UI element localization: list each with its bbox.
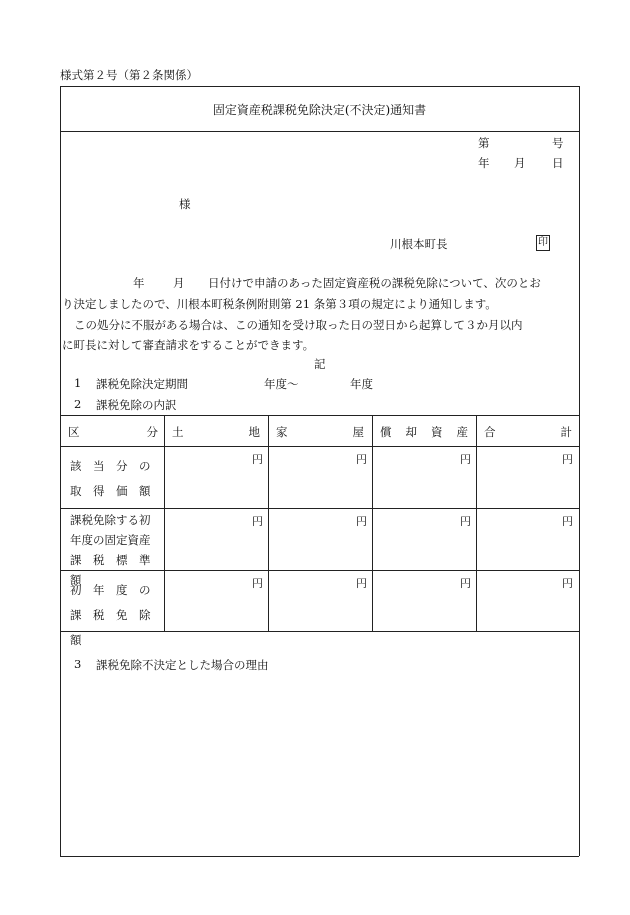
table-col-divider-3: [372, 415, 373, 631]
item2-number: 2: [74, 397, 82, 411]
row3-house-unit: 円: [356, 577, 367, 590]
frame-top-border: [60, 86, 579, 87]
row1-land-unit: 円: [252, 453, 263, 466]
body-p1-line1: 日付けで申請のあった固定資産税の課税免除について、次のとお: [208, 276, 541, 290]
row1-total-unit: 円: [562, 453, 573, 466]
body-p1-year: 年: [133, 276, 145, 290]
row3-land-unit: 円: [252, 577, 263, 590]
frame-left-border: [60, 86, 61, 856]
row1-house-unit: 円: [356, 453, 367, 466]
item1-to: 年度: [350, 377, 373, 391]
table-row1-divider: [60, 508, 579, 509]
table-col-divider-1: [164, 415, 165, 631]
document-title: 固定資産税課税免除決定(不決定)通知書: [212, 103, 427, 117]
body-p2-line1: この処分に不服がある場合は、この通知を受け取った日の翌日から起算して３か月以内: [74, 318, 523, 332]
row2-land-unit: 円: [252, 515, 263, 528]
frame-bottom-border: [60, 856, 579, 857]
number-suffix: 号: [552, 136, 564, 150]
table-col-divider-2: [268, 415, 269, 631]
seal-mark: 印: [536, 235, 550, 251]
title-divider: [60, 131, 579, 132]
form-label: 様式第２号（第２条関係）: [60, 68, 198, 82]
row3-assets-unit: 円: [460, 577, 471, 590]
row3-total-unit: 円: [562, 577, 573, 590]
body-p1-line2: り決定しましたので、川根本町税条例附則第 21 条第３項の規定により通知します。: [62, 297, 497, 311]
date-month: 月: [514, 156, 526, 170]
row2-house-unit: 円: [356, 515, 367, 528]
header-depreciable-assets: 償 却 資 産: [380, 425, 468, 439]
issuer-name: 川根本町長: [390, 237, 448, 251]
item3-number: 3: [74, 657, 82, 671]
row1-label: 該 当 分 の 取 得 価 額: [70, 459, 151, 498]
row2-label: 課税免除する初 年度の固定資産 課 税 標 準 額: [70, 513, 162, 587]
header-category: 区 分: [68, 425, 158, 439]
table-col-divider-4: [476, 415, 477, 631]
header-house: 家 屋: [276, 425, 364, 439]
row1-assets-unit: 円: [460, 453, 471, 466]
date-day: 日: [552, 156, 564, 170]
row2-total-unit: 円: [562, 515, 573, 528]
date-year: 年: [478, 156, 490, 170]
item1-number: 1: [74, 376, 82, 390]
header-total: 合 計: [484, 425, 572, 439]
recipient-suffix: 様: [179, 197, 191, 211]
frame-right-border: [579, 86, 580, 856]
body-p1-month: 月: [173, 276, 185, 290]
row2-assets-unit: 円: [460, 515, 471, 528]
table-top-border: [60, 415, 579, 416]
table-header-divider: [60, 446, 579, 447]
item1-label: 課税免除決定期間: [96, 377, 188, 391]
number-prefix: 第: [478, 136, 490, 150]
item2-label: 課税免除の内訳: [96, 398, 177, 412]
item1-from: 年度～: [264, 377, 299, 391]
header-land: 土 地: [172, 425, 260, 439]
row3-label: 初 年 度 の 課 税 免 除 額: [70, 583, 162, 647]
item3-label: 課税免除不決定とした場合の理由: [96, 658, 269, 672]
ki-marker: 記: [314, 357, 326, 371]
body-p2-line2: に町長に対して審査請求をすることができます。: [62, 338, 315, 352]
